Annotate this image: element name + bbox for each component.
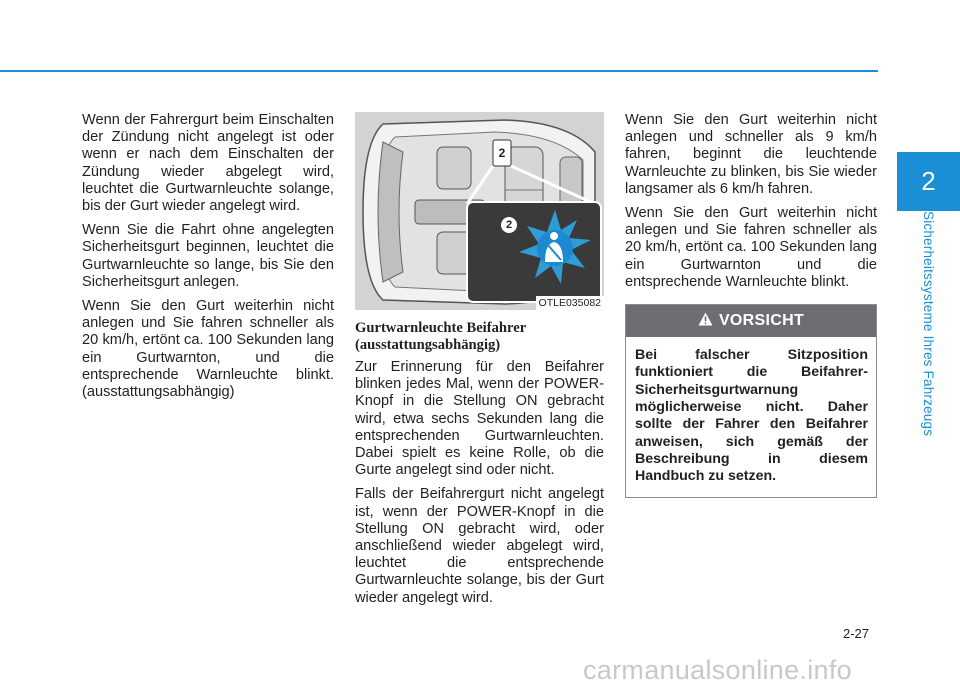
footer-watermark: carmanualsonline.info <box>583 655 852 685</box>
section-heading: Gurtwarnleuchte Beifahrer (ausstattungsabhängig) <box>355 320 526 353</box>
chapter-title: Sicherheitssysteme Ihres Fahrzeugs <box>921 211 936 437</box>
paragraph: Wenn Sie den Gurt weiterhin nicht anlegen und Sie fahren schneller als 20 km/h, ertönt ca. 100 Sekunden lang ein Gurtwarnton, und die entsprechende Warnleuchte blinkt. (ausstattungsabhängig) <box>82 298 334 401</box>
paragraph: Falls der Beifahrergurt nicht angelegt ist, wenn der POWER-Knopf in die Stellung ON gebracht wird, oder anschließend wieder abgelegt wird, leuchtet die entsprechende Gurtwarnleuchte solange, bis der Gurt wieder angelegt wird. <box>355 486 604 606</box>
caution-label: VORSICHT <box>718 312 805 330</box>
caution-box <box>625 304 877 498</box>
column-2 <box>355 112 604 614</box>
figure-callout: 2 <box>501 217 517 233</box>
figure-code: OTLE035082 <box>536 296 604 310</box>
caution-text: Bei falscher Sitzposition funktioniert die Beifahrer-Sicherheitsgurtwarnung möglicherweise nicht. Daher sollte der Fahrer den Beifahrer anweisen, sich gemäß der Beschreibung in diesem Handbuch zu setzen. <box>635 347 868 485</box>
chapter-number-tab: 2 <box>897 152 960 211</box>
caution-header <box>626 305 876 337</box>
column-1 <box>82 112 334 408</box>
paragraph: Wenn der Fahrergurt beim Einschalten der Zündung nicht angelegt ist oder wenn er nach dem Einschalten der Zündung wieder abgelegt wird, leuchtet die Gurtwarnleuchte solange, bis der Gurt wieder angelegt wird. <box>82 112 334 215</box>
figure-callout-small: 2 <box>498 146 506 160</box>
seatbelt-figure <box>355 112 604 310</box>
paragraph: Wenn Sie den Gurt weiterhin nicht anlegen und schneller als 9 km/h fahren, beginnt die leuchtende Warnleuchte zu blinken, bis Sie wieder langsamer als 6 km/h fahren. <box>625 112 877 197</box>
paragraph: Zur Erinnerung für den Beifahrer blinken jedes Mal, wenn der POWER-Knopf in die Stellung ON gebracht wird, etwa sechs Sekunden lang die entsprechenden Gurtwarnleuchten. Dabei spielt es keine Rolle, ob die Gurte angelegt sind oder nicht. <box>355 359 604 479</box>
page-number: 2-27 <box>843 626 870 641</box>
warning-triangle-icon <box>698 312 713 330</box>
column-3 <box>625 112 877 498</box>
car-interior-illustration <box>355 112 604 310</box>
header-rule <box>0 70 878 72</box>
paragraph: Wenn Sie die Fahrt ohne angelegten Sicherheitsgurt beginnen, leuchtet die Gurtwarnleuchte so lange, bis Sie den Sicherheitsgurt anlegen. <box>82 222 334 290</box>
paragraph: Wenn Sie den Gurt weiterhin nicht anlegen und Sie fahren schneller als 20 km/h, ertönt ca. 100 Sekunden lang ein Gurtwarnton und die entsprechende Warnleuchte blinkt. <box>625 205 877 290</box>
chapter-side-title <box>897 211 960 451</box>
